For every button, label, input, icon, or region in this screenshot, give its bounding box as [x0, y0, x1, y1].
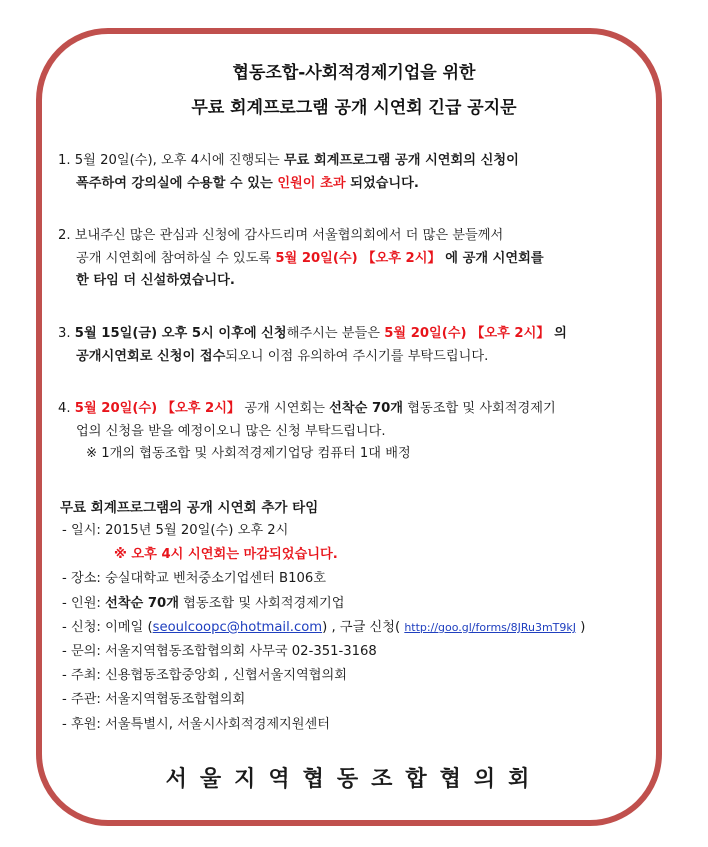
item-3-text-e: 의 — [549, 326, 567, 341]
detail-apply-close: ) — [576, 619, 586, 635]
item-4 — [58, 398, 556, 466]
item-1-line-2 — [58, 173, 519, 196]
item-1 — [58, 150, 519, 195]
item-4-text-d: 선착순 70개 — [329, 401, 404, 416]
detail-people — [62, 592, 585, 616]
item-1-text-c: 폭주하여 강의실에 수용할 수 있는 — [76, 175, 278, 191]
item-2-line-2 — [58, 248, 544, 271]
item-4-highlight: 5월 20일(수) 【오후 2시】 — [74, 401, 241, 416]
detail-sponsor: - 후원: 서울특별시, 서울시사회적경제지원센터 — [62, 716, 331, 732]
item-3-line-2 — [58, 346, 567, 369]
item-3-line-1 — [58, 323, 567, 346]
item-3-text-b: 5월 15일(금) 오후 5시 이후에 신청 — [74, 326, 287, 341]
detail-people-count: 선착순 70개 — [105, 595, 179, 611]
item-1-highlight: 인원이 초과 — [277, 175, 346, 191]
item-1-text-a: 1. 5월 20일(수), 오후 4시에 진행되는 — [58, 153, 284, 168]
details-list — [62, 519, 585, 737]
detail-apply-label: - 신청: 이메일 ( — [62, 619, 153, 635]
detail-place: - 장소: 숭실대학교 벤처중소기업센터 B106호 — [62, 571, 327, 587]
item-2-line-1: 2. 보내주신 많은 관심과 신청에 감사드리며 서울협의회에서 더 많은 분들께서 — [58, 228, 504, 243]
detail-apply-google: ) , 구글 신청( — [322, 619, 405, 635]
item-3-text-c: 해주시는 분들은 — [286, 326, 385, 341]
detail-date: - 일시: 2015년 5월 20일(수) 오후 2시 — [62, 523, 289, 538]
detail-people-label: - 인원: — [62, 595, 106, 611]
item-2-text-b: 공개 시연회에 참여하실 수 있도록 — [76, 250, 276, 266]
item-1-line-1 — [58, 150, 519, 173]
section-title: 무료 회계프로그램의 공개 시연회 추가 타임 — [60, 500, 319, 516]
item-4-note: ※ 1개의 협동조합 및 사회적경제기업당 컴퓨터 1대 배정 — [86, 446, 411, 461]
item-3-text-f: 공개시연회로 신청이 접수 — [76, 348, 226, 364]
detail-organizer: - 주관: 서울지역협동조합협의회 — [62, 692, 246, 708]
detail-people-target: 협동조합 및 사회적경제기업 — [178, 595, 345, 611]
item-2-line-3: 한 타임 더 신설하였습니다. — [76, 273, 235, 288]
detail-inquiry: - 문의: 서울지역협동조합협의회 사무국 02-351-3168 — [62, 644, 377, 660]
item-4-text-a: 4. — [58, 401, 75, 416]
item-1-text-b: 무료 회계프로그램 공개 시연회의 신청이 — [283, 153, 519, 168]
item-2-text-d: 에 공개 시연회를 — [440, 250, 544, 266]
title-line-1: 협동조합-사회적경제기업을 위한 — [232, 63, 476, 83]
email-link[interactable]: seoulcoopc@hotmail.com — [152, 619, 323, 635]
item-4-line-2: 업의 신청을 받을 예정이오니 많은 신청 부탁드립니다. — [76, 423, 386, 439]
item-1-text-e: 되었습니다. — [345, 175, 419, 191]
item-3-highlight: 5월 20일(수) 【오후 2시】 — [384, 326, 550, 341]
item-3 — [58, 323, 567, 368]
item-4-text-e: 협동조합 및 사회적경제기 — [403, 401, 556, 416]
detail-apply — [62, 616, 585, 640]
item-3-text-a: 3. — [58, 326, 75, 341]
title-line-2: 무료 회계프로그램 공개 시연회 긴급 공지문 — [191, 98, 517, 118]
item-4-text-c: 공개 시연회는 — [240, 401, 330, 416]
google-form-link[interactable]: http://goo.gl/forms/8JRu3mT9kJ — [404, 620, 577, 634]
item-3-text-g: 되오니 이점 유의하여 주시기를 부탁드립니다. — [225, 348, 489, 364]
detail-host: - 주최: 신용협동조합중앙회 , 신협서울지역협의회 — [62, 668, 347, 684]
item-2 — [58, 225, 544, 293]
item-4-line-1 — [58, 398, 556, 421]
detail-closed-notice: ※ 오후 4시 시연회는 마감되었습니다. — [114, 547, 338, 563]
item-2-highlight: 5월 20일(수) 【오후 2시】 — [275, 250, 441, 266]
footer-organization: 서울지역협동조합협의회 — [165, 767, 543, 792]
